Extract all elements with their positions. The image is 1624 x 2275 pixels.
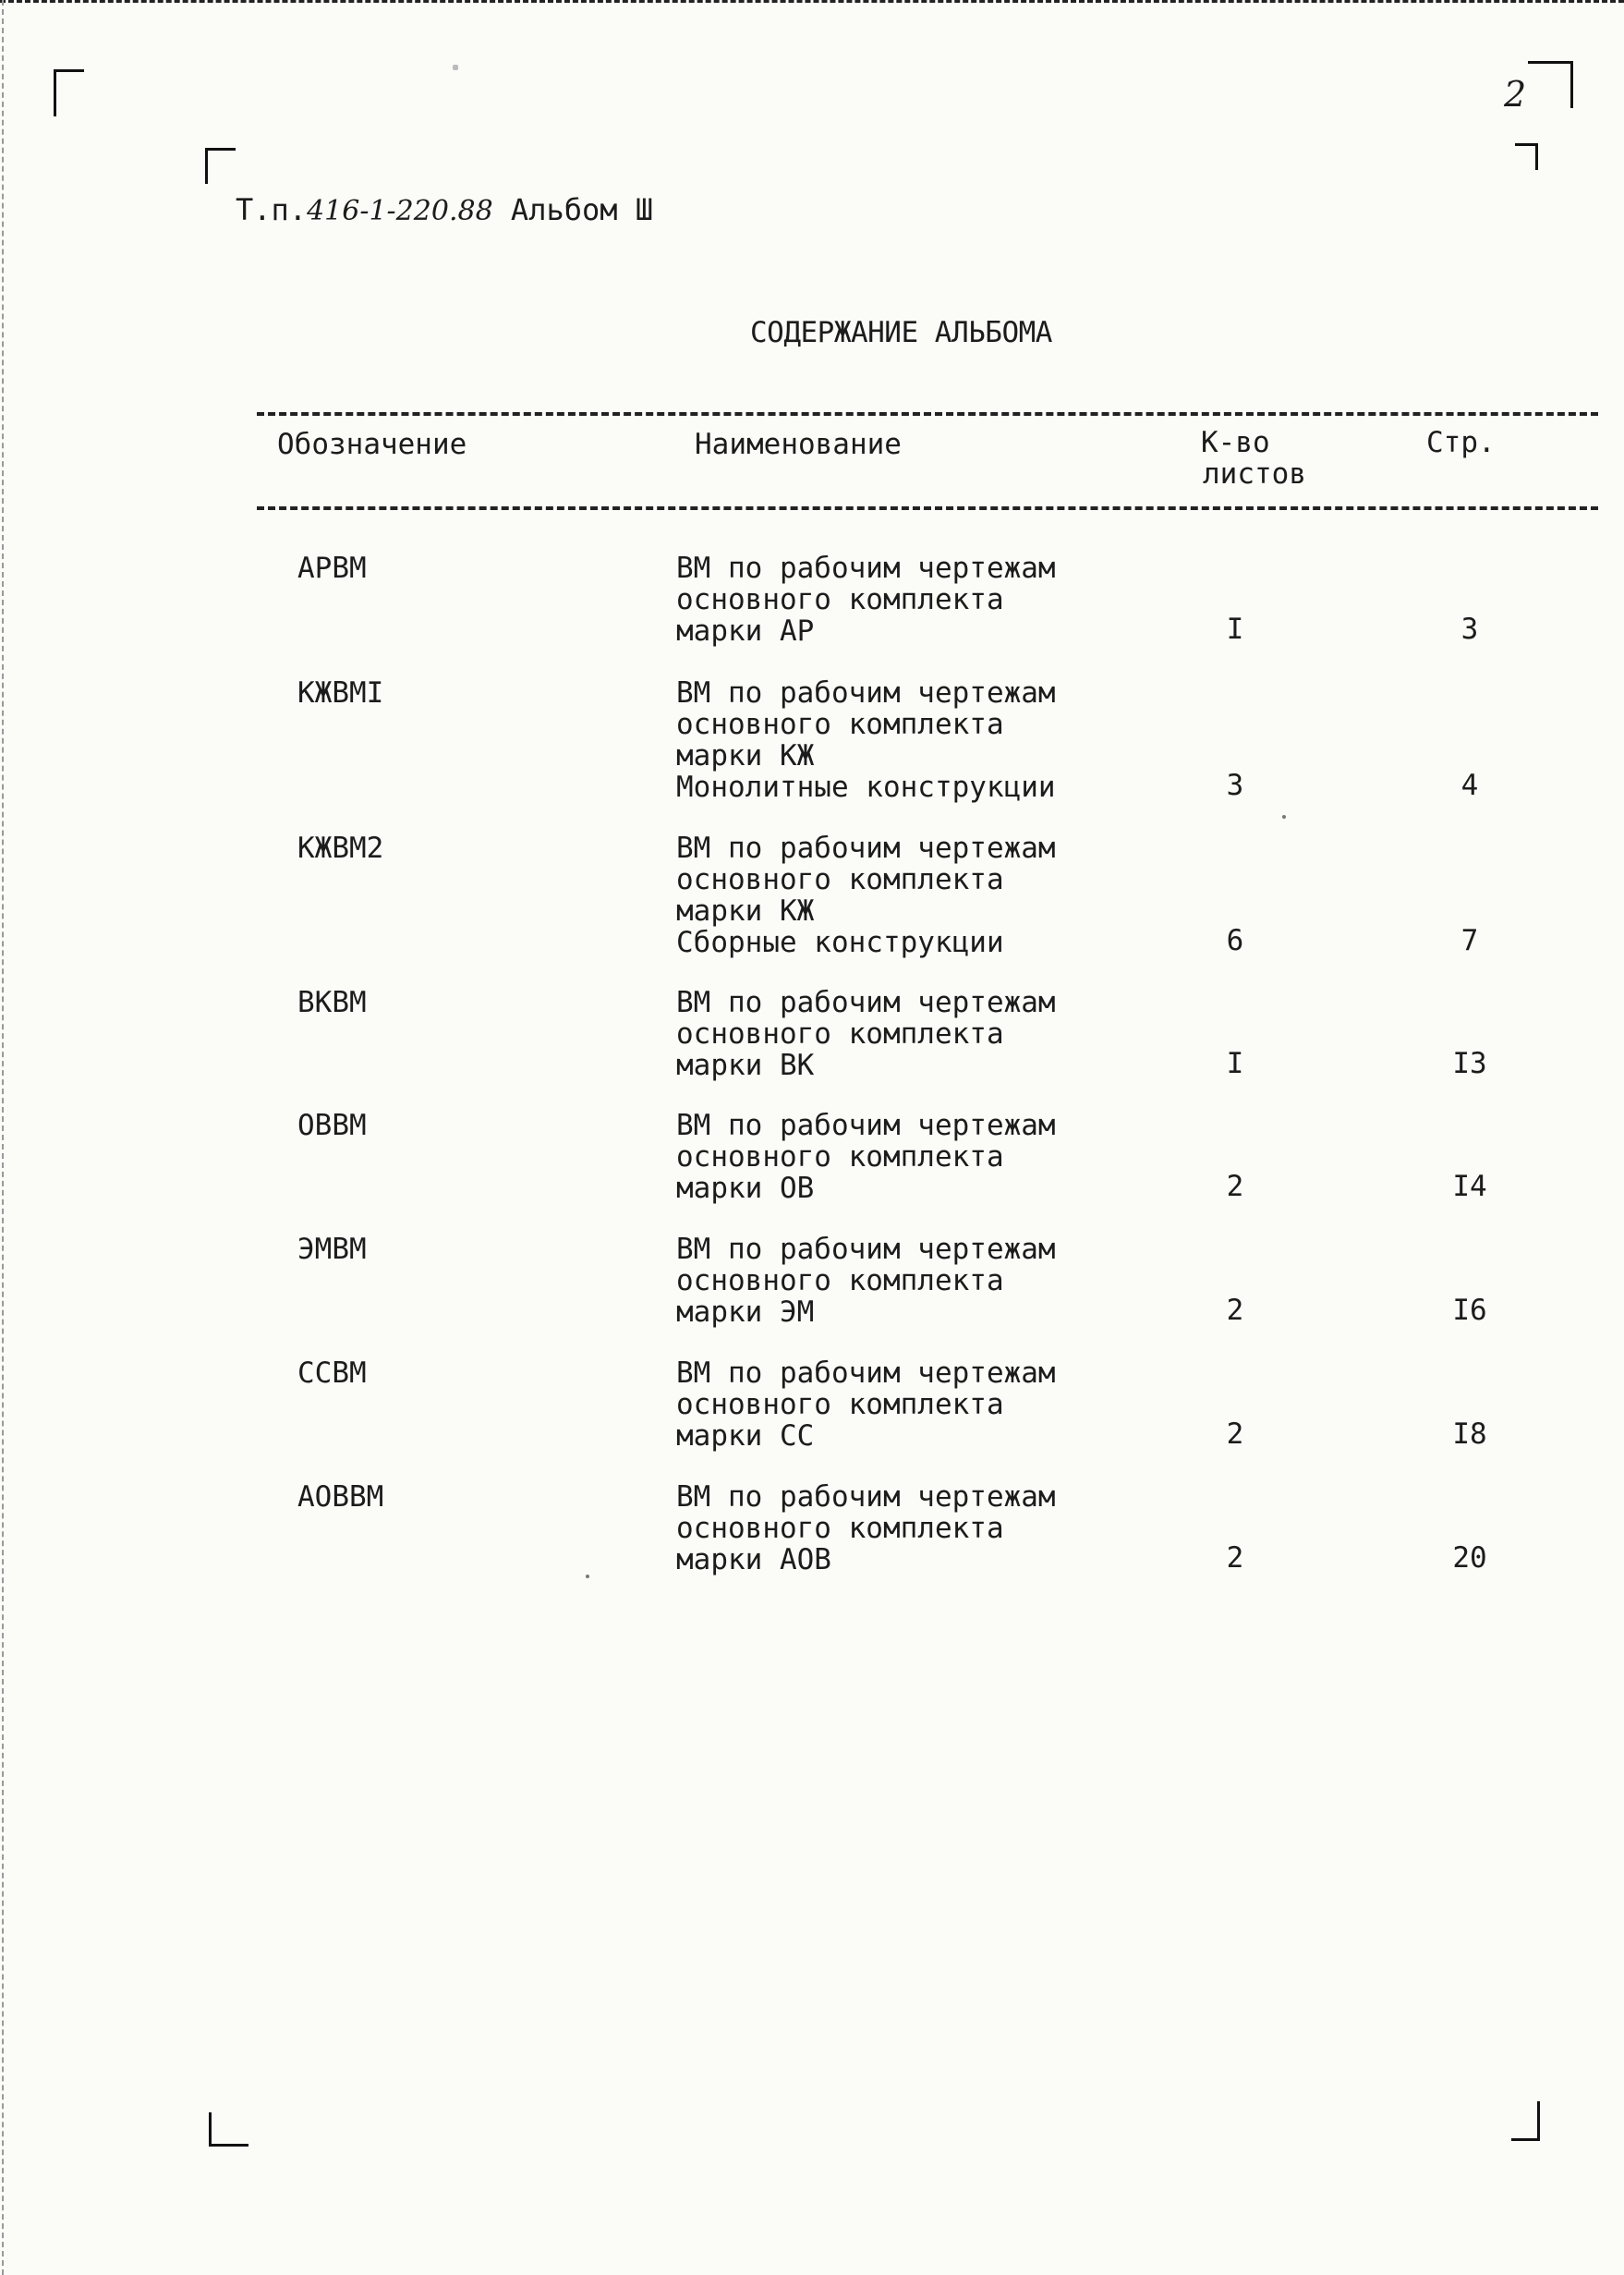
row-name-line: ВМ по рабочим чертежам xyxy=(676,1109,1056,1142)
row-name-line: основного комплекта xyxy=(676,1512,1004,1545)
corner-mark-top-left-outer xyxy=(54,69,84,116)
row-name-line: ВМ по рабочим чертежам xyxy=(676,986,1056,1019)
row-sheet-count: 2 xyxy=(1226,1170,1244,1203)
scan-top-border xyxy=(0,0,1624,3)
row-page: I4 xyxy=(1452,1170,1487,1203)
row-name-line: основного комплекта xyxy=(676,583,1004,616)
row-name-line: ВМ по рабочим чертежам xyxy=(676,1356,1056,1390)
row-name xyxy=(676,833,1194,958)
row-page: I6 xyxy=(1452,1294,1487,1327)
row-page: 3 xyxy=(1460,613,1479,646)
row-name-line: марки АОВ xyxy=(676,1543,831,1576)
corner-mark-top-right-outer xyxy=(1528,61,1573,108)
page-number: 2 xyxy=(1504,74,1527,115)
row-designation: ВКВМ xyxy=(297,986,367,1019)
row-designation: КЖВМ2 xyxy=(297,832,384,865)
row-name-line: основного комплекта xyxy=(676,863,1004,896)
row-name-line: ВМ по рабочим чертежам xyxy=(676,552,1056,585)
row-name-line: Монолитные конструкции xyxy=(676,771,1056,804)
corner-mark-bottom-left xyxy=(209,2112,248,2147)
row-name xyxy=(676,1357,1194,1452)
row-sheet-count: 3 xyxy=(1226,769,1244,802)
row-name-line: Сборные конструкции xyxy=(676,926,1004,959)
row-page: 20 xyxy=(1452,1541,1487,1575)
row-name xyxy=(676,987,1194,1081)
row-sheet-count: 6 xyxy=(1226,924,1244,957)
column-header-sheets-line1: К-во xyxy=(1201,426,1270,459)
row-name-line: марки ЭМ xyxy=(676,1296,815,1329)
row-page: I8 xyxy=(1452,1417,1487,1451)
column-header-sheets-line2: листов xyxy=(1203,457,1306,491)
row-name-line: ВМ по рабочим чертежам xyxy=(676,676,1056,710)
column-header-page: Стр. xyxy=(1426,426,1496,459)
row-name-line: основного комплекта xyxy=(676,1140,1004,1174)
row-sheet-count: I xyxy=(1226,613,1244,646)
row-name-line: марки ВК xyxy=(676,1049,815,1082)
corner-mark-bottom-right xyxy=(1511,2101,1540,2141)
row-designation: КЖВМI xyxy=(297,676,384,710)
table-top-rule xyxy=(257,412,1598,416)
row-sheet-count: I xyxy=(1226,1047,1244,1080)
page-title: СОДЕРЖАНИЕ АЛЬБОМА xyxy=(750,316,1052,349)
row-name xyxy=(676,677,1194,803)
row-page: 7 xyxy=(1460,924,1479,957)
row-name-line: ВМ по рабочим чертежам xyxy=(676,832,1056,865)
row-sheet-count: 2 xyxy=(1226,1541,1244,1575)
row-designation: АРВМ xyxy=(297,552,367,585)
row-name xyxy=(676,1110,1194,1204)
scan-left-edge xyxy=(2,0,4,2275)
corner-mark-top-right-inner xyxy=(1515,143,1538,170)
row-name-line: ВМ по рабочим чертежам xyxy=(676,1233,1056,1266)
row-name-line: марки КЖ xyxy=(676,894,815,928)
row-designation: ЭМВМ xyxy=(297,1233,367,1266)
row-name-line: марки АР xyxy=(676,614,815,648)
header-prefix: Т.п. xyxy=(236,192,308,227)
scan-speck xyxy=(586,1575,589,1578)
row-name xyxy=(676,1234,1194,1328)
corner-mark-top-left-inner xyxy=(205,148,236,184)
column-header-name: Наименование xyxy=(695,428,902,461)
column-header-sheets xyxy=(1201,427,1349,490)
row-name-line: марки СС xyxy=(676,1419,815,1453)
row-designation: АОВВМ xyxy=(297,1480,384,1514)
row-name-line: основного комплекта xyxy=(676,1264,1004,1297)
row-page: I3 xyxy=(1452,1047,1487,1080)
row-designation: ОВВМ xyxy=(297,1109,367,1142)
row-sheet-count: 2 xyxy=(1226,1417,1244,1451)
row-name xyxy=(676,553,1194,647)
row-sheet-count: 2 xyxy=(1226,1294,1244,1327)
row-page: 4 xyxy=(1460,769,1479,802)
scan-speck xyxy=(453,65,458,70)
row-name-line: марки ОВ xyxy=(676,1172,815,1205)
row-name-line: ВМ по рабочим чертежам xyxy=(676,1480,1056,1514)
row-name xyxy=(676,1481,1194,1575)
header-project-code: 416-1-220.88 xyxy=(307,195,493,227)
table-header-rule xyxy=(257,506,1598,510)
document-header xyxy=(236,192,653,227)
row-name-line: основного комплекта xyxy=(676,708,1004,741)
row-designation: ССВМ xyxy=(297,1356,367,1390)
scan-speck xyxy=(1282,815,1286,819)
header-album: Альбом Ш xyxy=(510,192,654,227)
row-name-line: марки КЖ xyxy=(676,739,815,773)
column-header-designation: Обозначение xyxy=(277,428,467,461)
row-name-line: основного комплекта xyxy=(676,1017,1004,1051)
row-name-line: основного комплекта xyxy=(676,1388,1004,1421)
